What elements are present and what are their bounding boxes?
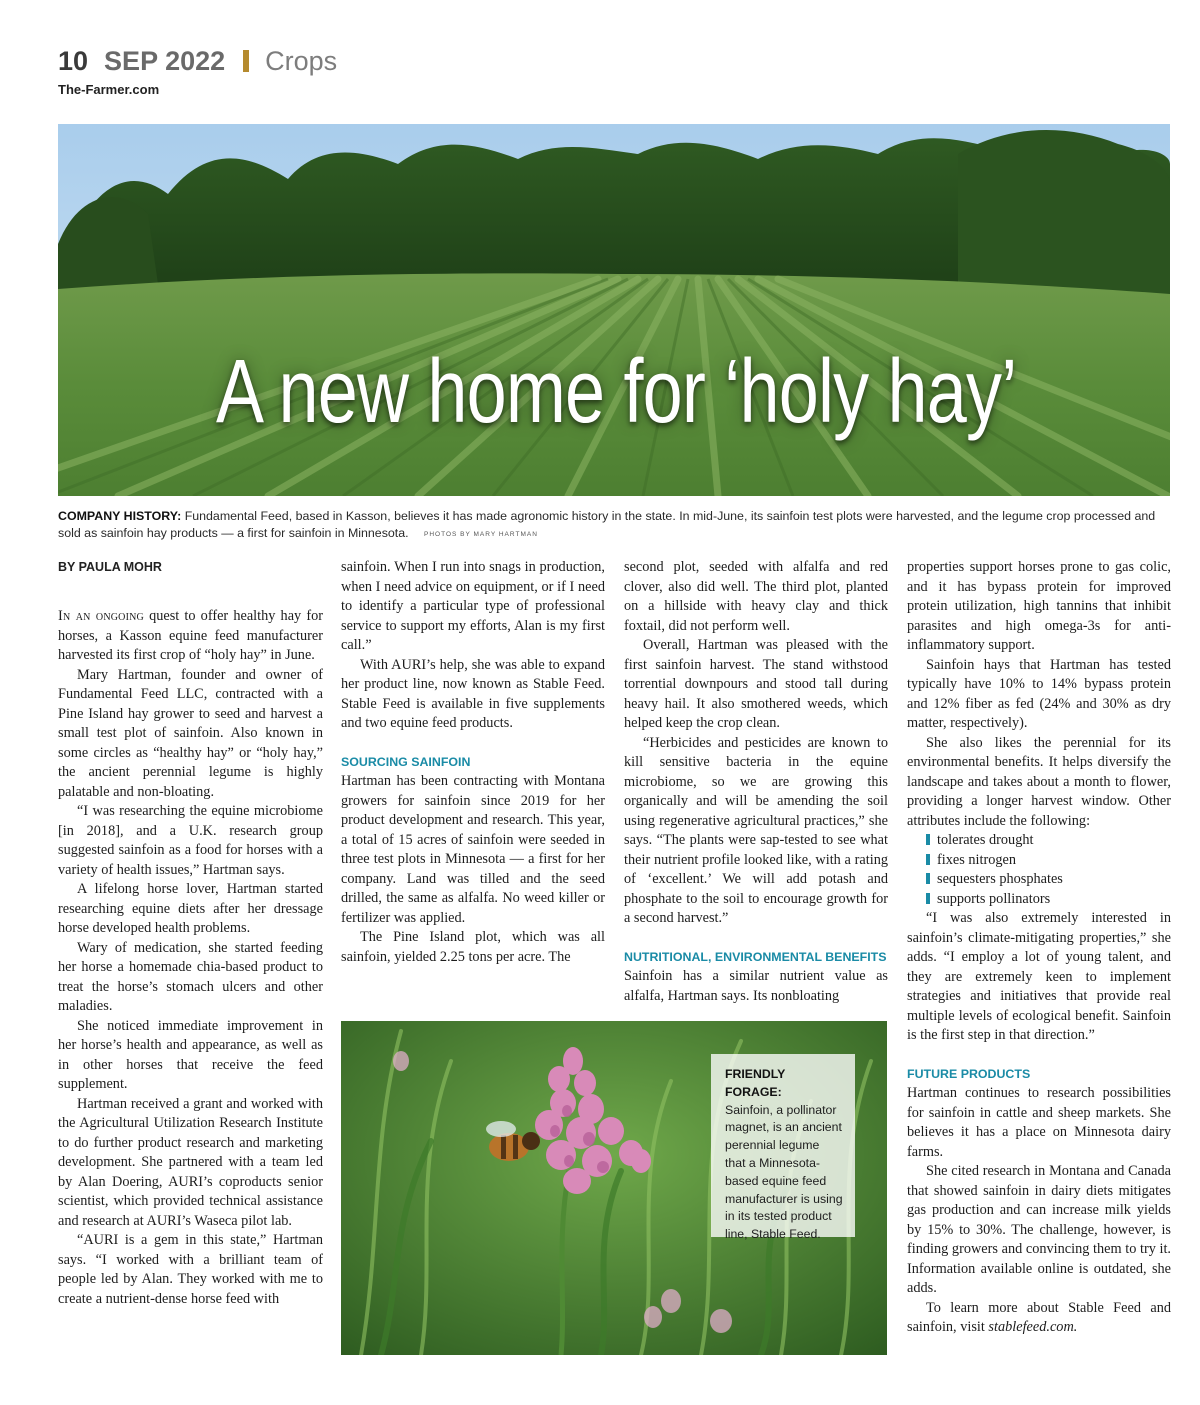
section-name: Crops (265, 46, 338, 76)
list-item: fixes nitrogen (926, 851, 1171, 871)
caption-label: COMPANY HISTORY: (58, 509, 182, 523)
paragraph: She noticed immediate improvement in her horse’s health and appearance, as well as in other horses that receive the feed supplement. (58, 1017, 323, 1092)
paragraph: Hartman has been contracting with Montana growers for sainfoin since 2019 for her product development and research. This year, a total of 15 acres of sainfoin were seeded in three test plots in Minnesota — a first for her company. Land was tilled and the seed drilled, the same as alfalfa. No weed killer or fertilizer was applied. (341, 773, 605, 926)
paragraph: A lifelong horse lover, Hartman started researching equine diets after her dressage horse developed health problems. (58, 881, 323, 936)
subhead-future: FUTURE PRODUCTS (907, 1066, 1031, 1081)
paragraph: The Pine Island plot, which was all sainfoin, yielded 2.25 tons per acre. The (341, 929, 605, 965)
article-column-4 (907, 558, 1171, 1338)
paragraph: With AURI’s help, she was able to expand her product line, now known as Stable Feed. Stable Feed is available in five supplements and two equine feed products. (341, 656, 605, 731)
headline: A new home for ‘holy hay’ (215, 342, 1017, 442)
list-item: supports pollinators (926, 890, 1171, 910)
article-column-2 (341, 558, 605, 967)
paragraph: “AURI is a gem in this state,” Hartman says. “I worked with a brilliant team of people led by Alan. They worked with me to create a nutrient-dense horse feed with (58, 1232, 323, 1307)
paragraph: Overall, Hartman was pleased with the first sainfoin harvest. The stand withstood torrential downpours and stood tall during heavy hail. It also smothered weeds, which helped keep the crop clean. (624, 637, 888, 731)
stablefeed-link[interactable]: stablefeed.com. (988, 1319, 1078, 1335)
photo-caption (58, 508, 1170, 543)
photo-callout (711, 1054, 855, 1242)
masthead (58, 44, 337, 84)
lead-in: In an ongoing (58, 608, 144, 624)
paragraph: “Herbicides and pesticides are known to kill sensitive bacteria in the equine microbiome, so we are growing this organically and will be amending the soil using regenerative agricultural practices,” she says. “The plants were sap-tested to see what their nutrient profile looked like, with a rating of ‘excellent.’ We will add potash and phosphate to the soil to encourage growth for a second harvest.” (624, 734, 888, 926)
paragraph: Hartman continues to research possibilities for sainfoin in cattle and sheep markets. She believes it has a place on Minnesota dairy farms. (907, 1085, 1171, 1160)
paragraph: Sainfoin has a similar nutrient value as alfalfa, Hartman says. Its nonbloating (624, 968, 888, 1004)
hero-photo (58, 124, 1170, 496)
article-column-3 (624, 558, 888, 1006)
paragraph-continued: second plot, seeded with alfalfa and red clover, also did well. The third plot, planted on a hillside with heavy clay and thick foxtail, did not perform well. (624, 559, 888, 634)
paragraph: “I was researching the equine microbiome [in 2018], and a U.K. research group suggested sainfoin as a food for horses with a variety of health issues,” Hartman says. (58, 803, 323, 878)
issue-date: SEP 2022 (104, 46, 226, 76)
paragraph: To learn more about Stable Feed and sainfoin, visit stablefeed.com. (907, 1299, 1171, 1335)
paragraph: Sainfoin hays that Hartman has tested typically have 10% to 14% bypass protein and 12% fiber as fed (24% and 30% as dry matter, respectively). (907, 656, 1171, 731)
subhead-sourcing: SOURCING SAINFOIN (341, 754, 471, 769)
caption-text: Fundamental Feed, based in Kasson, believes it has made agronomic history in the state. In mid-June, its sainfoin test plots were harvested, and the legume crop processed and sold as sainfoin hay products — a first for sainfoin in Minnesota. (58, 509, 1156, 540)
list-item: tolerates drought (926, 831, 1171, 851)
paragraph-continued: properties support horses prone to gas colic, and it has bypass protein for improved protein utilization, high tannins that inhibit parasites and high omega-3s for anti-inflammatory support. (907, 559, 1171, 653)
masthead-divider (243, 50, 249, 72)
paragraph: She also likes the perennial for its environmental benefits. It helps diversify the landscape and takes about a month to flower, providing a longer harvest window. Other attributes include the following: (907, 734, 1171, 829)
paragraph-continued: sainfoin. When I run into snags in production, when I need advice on equipment, or if I need to identify a particular type of professional service to support my efforts, Alan is my first call.” (341, 559, 605, 653)
paragraph: Hartman received a grant and worked with the Agricultural Utilization Research Institute to do further product research and marketing development. She partnered with a team led by Alan Doering, AURI’s coproducts senior scientist, which provided technical assistance and research at AURI’s Waseca pilot lab. (58, 1095, 323, 1229)
paragraph: Mary Hartman, founder and owner of Fundamental Feed LLC, contracted with a Pine Island hay grower to seed and harvest a small test plot of sainfoin. Also known in some circles as “healthy hay” or “holy hay,” the ancient perennial legume is highly palatable and non-bloating. (58, 666, 323, 800)
paragraph: In an ongoing quest to offer healthy hay for horses, a Kasson equine feed manufacturer harvested its first crop of “holy hay” in June. (58, 608, 323, 663)
page-number: 10 (58, 46, 89, 76)
paragraph: She cited research in Montana and Canada that showed sainfoin in dairy diets mitigates gas production and can increase milk yields by 15% to 30%. The challenge, however, is finding growers and convincing them to try it. Information available online is outdated, she adds. (907, 1163, 1171, 1296)
paragraph: Wary of medication, she started feeding her horse a homemade chia-based product to treat the horse’s stomach ulcers and other maladies. (58, 939, 323, 1014)
callout-text: Sainfoin, a pollinator magnet, is an ancient perennial legume that a Minnesota-based equine feed manufacturer is using in its tested product line, Stable Feed. (725, 1102, 843, 1242)
site-url: The-Farmer.com (58, 82, 160, 97)
article-column-1 (58, 558, 323, 1309)
subhead-nutrition: NUTRITIONAL, ENVIRONMENTAL BENEFITS (624, 949, 887, 964)
callout-title: FRIENDLY FORAGE: (725, 1067, 786, 1099)
byline: BY PAULA MOHR (58, 560, 162, 574)
attributes-list (926, 831, 1171, 909)
sainfoin-photo (341, 1021, 887, 1355)
photo-credit: PHOTOS BY MARY HARTMAN (424, 531, 538, 538)
paragraph: “I was also extremely interested in sainfoin’s climate-mitigating properties,” she adds. “I employ a lot of young talent, and they are extremely keen to implement strategies and initiatives that provide real multiple levels of ecological benefit. Sainfoin is the first step in that direction.” (907, 910, 1171, 1043)
list-item: sequesters phosphates (926, 870, 1171, 890)
